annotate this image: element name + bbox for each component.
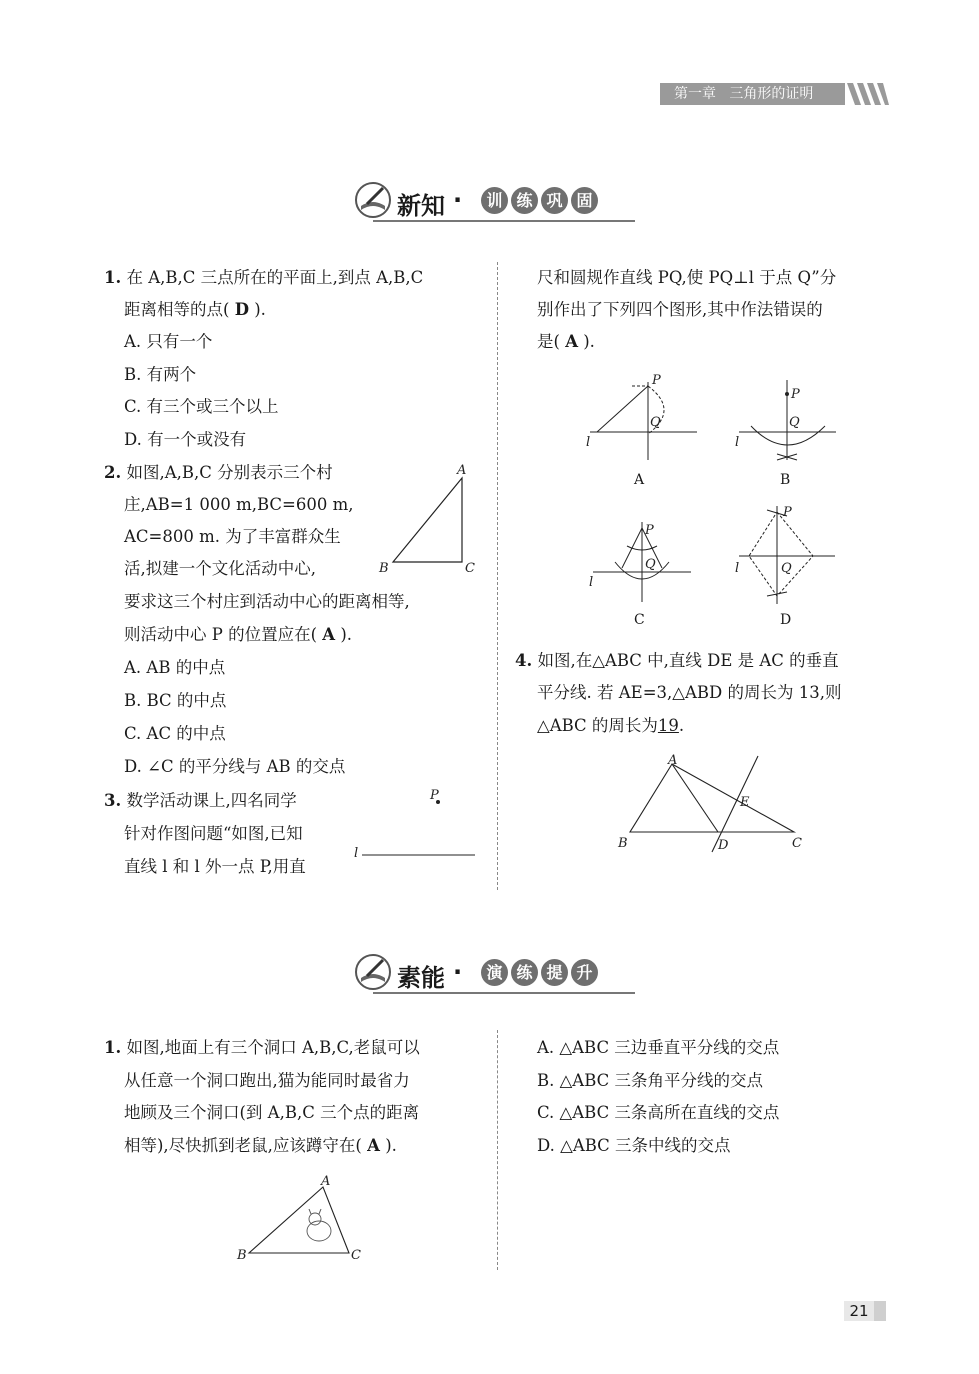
q2-label-a: A [457, 463, 467, 478]
q2-line4: 活,拟建一个文化活动中心, [124, 559, 316, 578]
q2-answer: A [322, 625, 336, 644]
section-underline [373, 992, 635, 994]
q3-line4: 尺和圆规作直线 PQ,使 PQ⊥l 于点 Q”分 [537, 268, 837, 287]
section-title-2 [353, 952, 623, 996]
p1-label-a: A [321, 1175, 331, 1189]
chip: 固 [571, 187, 598, 214]
q2-line6 [124, 619, 352, 652]
q1-option-b: B. 有两个 [124, 365, 197, 384]
q1-text-2: 距离相等的点( [124, 300, 230, 319]
q3-text-1: 数学活动课上,四名同学 [126, 791, 297, 810]
q3-answer: A [565, 332, 578, 351]
section-underline [373, 220, 635, 222]
pen-book-icon [353, 952, 393, 992]
p1-option-a: A. △ABC 三边垂直平分线的交点 [537, 1038, 780, 1057]
p1-line4 [124, 1130, 397, 1163]
q4-label-e: E [740, 795, 750, 810]
q2-line3: AC=800 m. 为了丰富群众生 [124, 527, 341, 546]
q4-line1 [515, 645, 839, 678]
subfig-a-l: l [586, 435, 591, 450]
q3-number: 3. [104, 791, 122, 810]
p1-option-c: C. △ABC 三条高所在直线的交点 [537, 1103, 780, 1122]
chapter-title: 三角形的证明 [729, 86, 814, 102]
q2-line1 [104, 457, 333, 490]
q3-subfig-label-a: A [634, 472, 645, 488]
p1-label-c: C [351, 1248, 361, 1263]
subfig-d-p: P [783, 505, 792, 520]
q2-option-a: A. AB 的中点 [124, 658, 226, 677]
q3-subfigure-d [731, 500, 841, 605]
p1-option-d: D. △ABC 三条中线的交点 [537, 1136, 731, 1155]
q2-triangle-figure [375, 460, 485, 580]
q3-text-6b: ). [583, 332, 595, 351]
subfig-a-q: Q [650, 415, 661, 430]
q2-line2: 庄,AB=1 000 m,BC=600 m, [124, 495, 354, 514]
q3-line2: 针对作图问题“如图,已知 [124, 824, 303, 843]
q3-subfigure-a [582, 372, 702, 467]
q4-line2: 平分线. 若 AE=3,△ABD 的周长为 13,则 [537, 683, 842, 702]
q4-answer: 19 [657, 716, 679, 735]
subfig-d-q: Q [781, 561, 792, 576]
p1-line1 [104, 1032, 420, 1065]
q1-number: 1. [104, 268, 122, 287]
section-chips [481, 187, 601, 214]
q4-label-a: A [668, 753, 678, 768]
q2-label-b: B [379, 561, 389, 576]
subfig-d-l: l [735, 561, 740, 576]
q2-number: 2. [104, 463, 122, 482]
subfig-c-q: Q [645, 557, 656, 572]
subfig-b-l: l [735, 435, 740, 450]
q4-text-1: 如图,在△ABC 中,直线 DE 是 AC 的垂直 [537, 651, 839, 670]
q3-line3: 直线 l 和 l 外一点 P,用直 [124, 857, 306, 876]
q2-line5: 要求这三个村庄到活动中心的距离相等, [124, 592, 410, 611]
page-number: 21 [844, 1301, 874, 1321]
section-title-bold: 新知 [397, 192, 445, 220]
p1-line3: 地顾及三个洞口(到 A,B,C 三个点的距离 [124, 1103, 420, 1122]
subfig-a-p: P [652, 373, 661, 388]
q3-subfig-label-d: D [780, 612, 792, 628]
q2-option-c: C. AC 的中点 [124, 724, 226, 743]
q2-text-6b: ). [340, 625, 353, 644]
q3-line1 [104, 785, 297, 818]
cat-icon [307, 1209, 331, 1241]
header-stripes-decoration [845, 83, 889, 105]
q1-text-2b: ). [254, 300, 266, 319]
p1-triangle-figure [235, 1175, 375, 1265]
p1-label-b: B [237, 1248, 247, 1263]
q1-text-1: 在 A,B,C 三点所在的平面上,到点 A,B,C [126, 268, 424, 287]
chip: 训 [481, 187, 508, 214]
q3-label-p: P [430, 788, 439, 803]
q3-line5: 别作出了下列四个图形,其中作法错误的 [537, 300, 823, 319]
q3-text-6: 是( [537, 332, 560, 351]
chip: 演 [481, 959, 508, 986]
q3-label-l: l [354, 846, 359, 861]
p1-text-1: 如图,地面上有三个洞口 A,B,C,老鼠可以 [126, 1038, 420, 1057]
section-title-dot: · [453, 186, 463, 214]
subfig-b-p: P [791, 387, 800, 402]
q3-subfigure-b [731, 372, 841, 467]
subfig-c-l: l [589, 575, 594, 590]
column-divider [497, 262, 498, 890]
q2-text-1: 如图,A,B,C 分别表示三个村 [126, 463, 333, 482]
p1-text-4: 相等),尽快抓到老鼠,应该蹲守在( [124, 1136, 362, 1155]
q4-label-d: D [718, 838, 729, 853]
q4-triangle-figure [612, 752, 812, 857]
q3-subfigure-c [587, 516, 697, 606]
q2-option-d: D. ∠C 的平分线与 AB 的交点 [124, 757, 346, 776]
q4-text-3: △ABC 的周长为 [537, 716, 658, 735]
chip: 练 [511, 959, 538, 986]
column-divider [497, 1030, 498, 1270]
q2-text-6: 则活动中心 P 的位置应在( [124, 625, 318, 644]
q4-text-3b: . [678, 716, 685, 735]
chip: 提 [541, 959, 568, 986]
q4-line3 [537, 710, 684, 743]
section-title-1 [353, 180, 623, 224]
q4-label-b: B [618, 836, 628, 851]
q3-line-point-figure [350, 785, 480, 865]
p1-answer: A [367, 1136, 380, 1155]
chip: 练 [511, 187, 538, 214]
p1-number: 1. [104, 1038, 122, 1057]
q3-line6 [537, 326, 595, 359]
p1-text-4b: ). [385, 1136, 397, 1155]
q3-subfig-label-b: B [780, 472, 791, 488]
section-title-bold: 素能 [397, 964, 445, 992]
subfig-b-q: Q [789, 415, 800, 430]
q4-label-c: C [792, 836, 802, 851]
p1-option-b: B. △ABC 三条角平分线的交点 [537, 1071, 764, 1090]
chapter-number: 第一章 [674, 86, 716, 102]
section-title-dot: · [453, 958, 463, 986]
q4-number: 4. [515, 651, 533, 670]
p1-line2: 从任意一个洞口跑出,猫为能同时最省力 [124, 1071, 410, 1090]
q1-option-d: D. 有一个或没有 [124, 430, 247, 449]
q3-subfig-label-c: C [634, 612, 645, 628]
section-chips [481, 959, 601, 986]
q1-line1 [104, 262, 423, 295]
q1-answer: D [234, 300, 249, 319]
chip: 升 [571, 959, 598, 986]
q2-label-c: C [465, 561, 475, 576]
chip: 巩 [541, 187, 568, 214]
q1-option-c: C. 有三个或三个以上 [124, 397, 279, 416]
q1-line2 [124, 294, 266, 327]
q1-option-a: A. 只有一个 [124, 332, 213, 351]
q2-option-b: B. BC 的中点 [124, 691, 227, 710]
page-number-tab [874, 1301, 886, 1321]
subfig-c-p: P [645, 523, 654, 538]
pen-book-icon [353, 180, 393, 220]
